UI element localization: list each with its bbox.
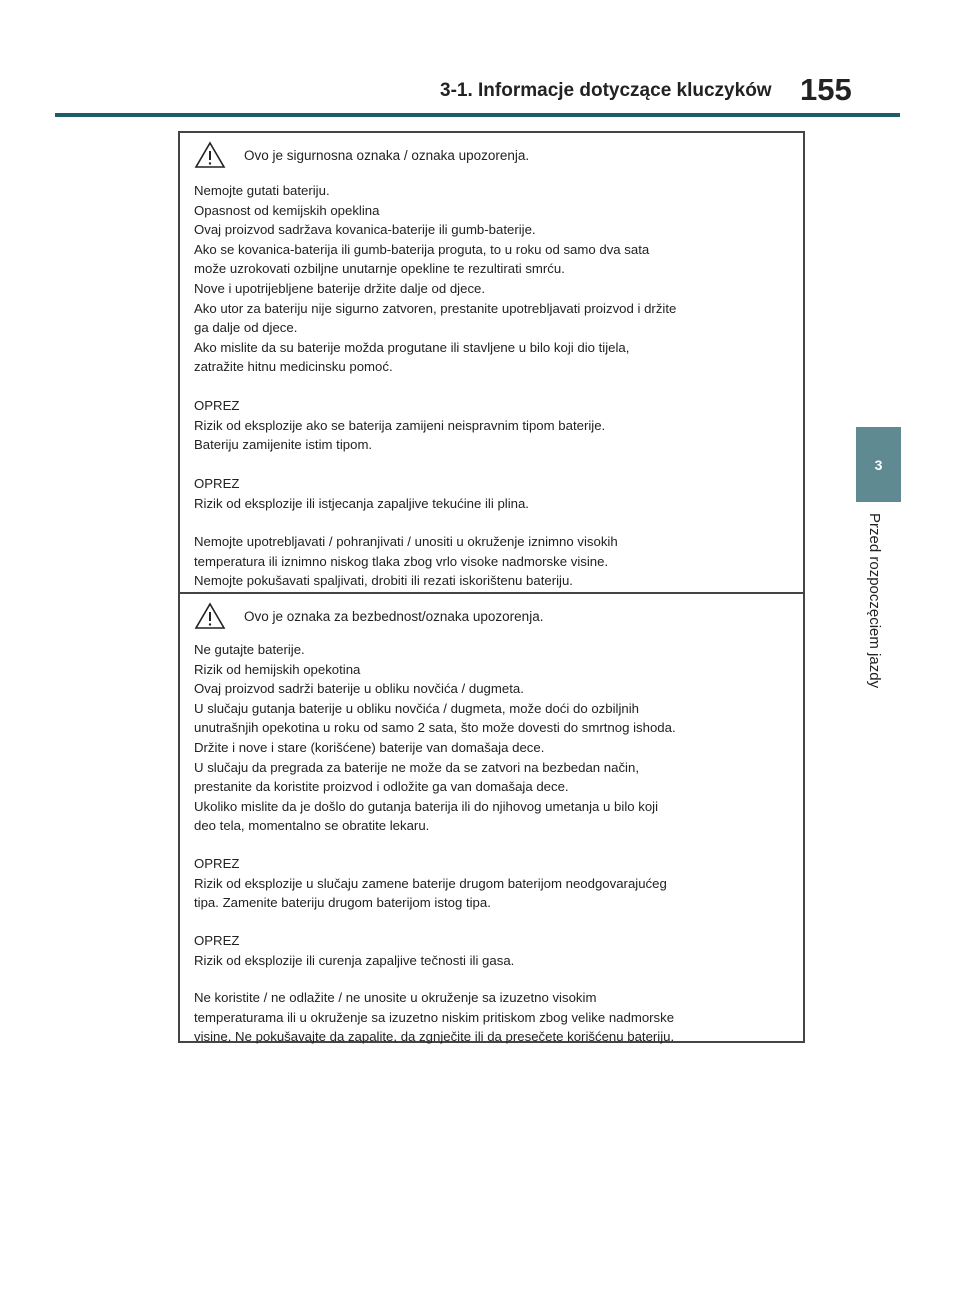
text-line: OPREZ <box>194 398 240 413</box>
warning-triangle-icon <box>194 141 226 169</box>
text-line: OPREZ <box>194 856 240 871</box>
text-line: Držite i nove i stare (korišćene) baterije van domašaja dece. <box>194 739 545 755</box>
text-block <box>194 396 794 455</box>
text-line: Rizik od eksplozije ili istjecanja zapaljive tekućine ili plina. <box>194 495 529 511</box>
text-line: Bateriju zamijenite istim tipom. <box>194 437 373 453</box>
text-line: Ako mislite da su baterije možda progutane ili stavljene u bilo koji dio tijela, <box>194 339 630 355</box>
text-line: Ovaj proizvod sadrži baterije u obliku novčića / dugmeta. <box>194 681 524 697</box>
text-line: Rizik od hemijskih opekotina <box>194 661 361 677</box>
section-title: 3-1. Informacje dotyczące kluczyków <box>440 80 772 101</box>
text-block <box>194 532 794 591</box>
text-line: Nemojte gutati bateriju. <box>194 183 330 198</box>
header-rule <box>55 113 900 117</box>
text-line: zatražite hitnu medicinsku pomoć. <box>194 359 393 375</box>
warning-header <box>194 602 543 630</box>
text-line: može uzrokovati ozbiljne unutarnje opekline te rezultirati smrću. <box>194 261 565 277</box>
page-number: 155 <box>800 72 852 107</box>
text-line: Nemojte upotrebljavati / pohranjivati / unositi u okruženje iznimno visokih <box>194 534 618 549</box>
text-line: unutrašnjih opekotina u roku od samo 2 sata, što može dovesti do smrtnog ishoda. <box>194 720 676 736</box>
text-line: U slučaju da pregrada za baterije ne može da se zatvori na bezbedan način, <box>194 759 639 775</box>
text-line: Nove i upotrijebljene baterije držite dalje od djece. <box>194 280 486 296</box>
battery-warning-label <box>178 131 805 1043</box>
text-line: Ako utor za bateriju nije sigurno zatvoren, prestanite upotrebljavati proizvod i držite <box>194 300 677 316</box>
text-line: Ako se kovanica-baterija ili gumb-baterija proguta, to u roku od samo dva sata <box>194 241 650 257</box>
chapter-number: 3 <box>874 456 883 473</box>
text-line: Opasnost od kemijskih opeklina <box>194 202 380 218</box>
text-line: U slučaju gutanja baterije u obliku novčića / dugmeta, može doći do ozbiljnih <box>194 700 639 716</box>
text-block <box>194 988 794 1047</box>
text-line: visine. Ne pokušavajte da zapalite, da zgnječite ili da presečete korišćenu bateriju. <box>194 1029 675 1045</box>
text-line: OPREZ <box>194 476 240 491</box>
text-line: Rizik od eksplozije ili curenja zapaljive tečnosti ili gasa. <box>194 952 515 968</box>
chapter-title: Przed rozpoczęciem jazdy <box>866 513 883 689</box>
warning-caption: Ovo je oznaka za bezbednost/oznaka upozorenja. <box>244 608 544 624</box>
warning-header <box>194 141 529 169</box>
text-line: tipa. Zamenite bateriju drugom baterijom istog tipa. <box>194 895 491 911</box>
text-block <box>194 640 794 836</box>
text-line: temperaturama ili u okruženje sa izuzetno niskim pritiskom zbog velike nadmorske <box>194 1009 675 1025</box>
text-line: prestanite da koristite proizvod i odložite ga van domašaja dece. <box>194 779 569 795</box>
text-block <box>194 854 794 913</box>
text-line: deo tela, momentalno se obratite lekaru. <box>194 818 430 834</box>
text-line: Ne koristite / ne odlažite / ne unosite u okruženje sa izuzetno visokim <box>194 990 597 1005</box>
text-line: Ovaj proizvod sadržava kovanica-baterije ili gumb-baterije. <box>194 222 536 238</box>
warning-section-croatian <box>180 133 803 592</box>
text-line: ga dalje od djece. <box>194 320 298 336</box>
text-block <box>194 474 794 513</box>
warning-triangle-icon <box>194 602 226 630</box>
text-line: Ne gutajte baterije. <box>194 642 305 657</box>
text-line: temperatura ili iznimno niskog tlaka zbog vrlo visoke nadmorske visine. <box>194 553 609 569</box>
text-line: Ukoliko mislite da je došlo do gutanja baterija ili do njihovog umetanja u bilo koji <box>194 798 659 814</box>
text-line: Rizik od eksplozije u slučaju zamene baterije drugom baterijom neodgovarajućeg <box>194 875 667 891</box>
text-line: Nemojte pokušavati spaljivati, drobiti ili rezati iskorištenu bateriju. <box>194 573 573 589</box>
text-block <box>194 181 794 377</box>
text-block <box>194 931 794 970</box>
warning-section-serbian <box>180 592 803 1045</box>
text-line: OPREZ <box>194 933 240 948</box>
warning-caption: Ovo je sigurnosna oznaka / oznaka upozorenja. <box>244 147 530 163</box>
chapter-tab <box>856 427 901 502</box>
text-line: Rizik od eksplozije ako se baterija zamijeni neispravnim tipom baterije. <box>194 417 606 433</box>
